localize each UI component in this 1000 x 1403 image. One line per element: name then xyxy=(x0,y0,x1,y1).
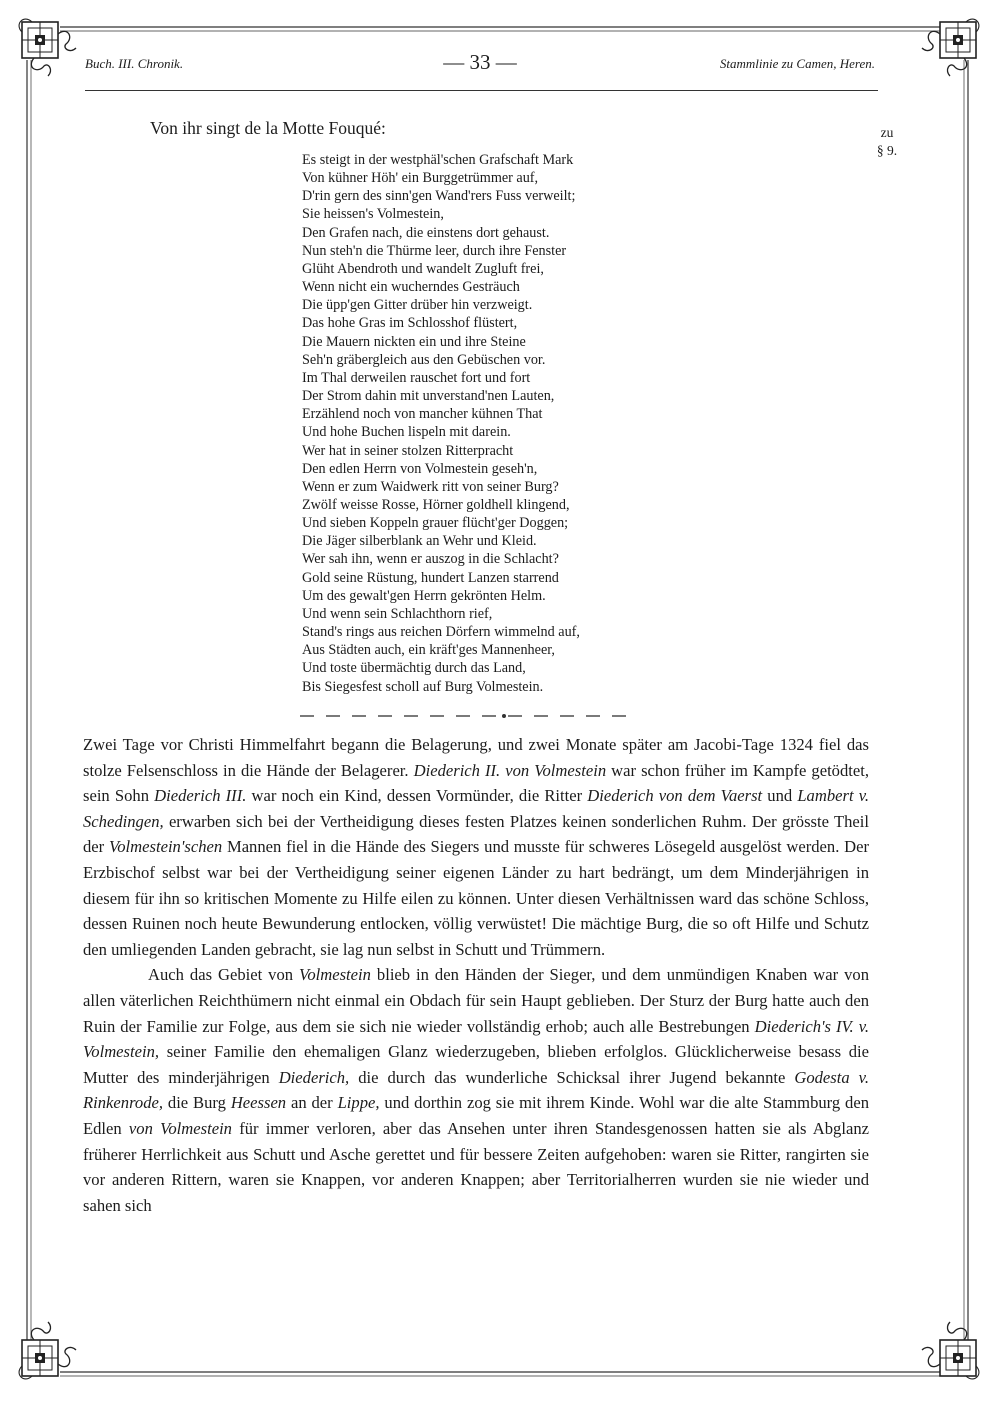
italic-name: Lambert v. Schedingen, xyxy=(83,786,869,831)
page-number: — 33 — xyxy=(443,50,517,74)
poem-line: Den Grafen nach, die einstens dort gehaust. xyxy=(302,224,550,241)
poem-line: Und wenn sein Schlachthorn rief, xyxy=(302,605,493,622)
poem-line: Seh'n gräbergleich aus den Gebüschen vor. xyxy=(302,351,546,368)
italic-name: von Volmestein xyxy=(128,1118,232,1138)
text-run: erwarben sich bei der Vertheidigung dieses festen Platzes keinen sonderlichen Ruhm. Der grösste Theil der xyxy=(83,811,869,857)
poem-line: Den edlen Herrn von Volmestein geseh'n, xyxy=(302,460,538,477)
poem-end-dashes xyxy=(300,706,640,724)
text-run: die durch das wunderliche Schicksal ihrer Jugend bekannte xyxy=(349,1067,795,1087)
italic-name: Diederich's IV. v. Volmestein, xyxy=(83,1016,870,1062)
italic-name: Diederich von dem Vaerst xyxy=(587,786,763,806)
margin-note xyxy=(866,124,908,160)
poem-line: Und sieben Koppeln grauer flücht'ger Doggen; xyxy=(302,515,569,532)
poem-line: Der Strom dahin mit unverstand'nen Lauten, xyxy=(302,388,555,405)
text-run: war schon früher im Kampfe getödtet, sein Sohn xyxy=(83,760,870,806)
text-run: Auch das Gebiet von xyxy=(148,965,300,985)
poem-line: Aus Städten auch, ein kräft'ges Mannenheer, xyxy=(302,642,555,659)
poem-line: D'rin gern des sinn'gen Wand'rers Fuss verweilt; xyxy=(302,188,576,205)
poem-line: Bis Siegesfest scholl auf Burg Volmestein. xyxy=(302,678,544,695)
header-book-title: Buch. III. Chronik. xyxy=(85,56,184,71)
text-run: war noch ein Kind, dessen Vormünder, die Ritter xyxy=(246,786,588,806)
italic-name: Lippe, xyxy=(337,1093,380,1113)
text-run: für immer verloren, aber das Ansehen unter ihren Standesgenossen hatten sie als Abglanz früherer Herrlichkeit aus Schutt und Asche gerettet und für bessere Zeiten aufgehoben: waren sie Ritter, rangirten sie vor anderen Rittern, waren sie Knappen, vor anderen Knappen; aber Territorialherren wurden sie nie wieder und sahen sich xyxy=(83,1118,869,1215)
margin-note-line: § 9. xyxy=(876,143,898,158)
text-run: an der xyxy=(286,1093,338,1113)
italic-name: Volmestein'schen xyxy=(108,837,223,857)
italic-name: Godesta v. Rinkenrode, xyxy=(83,1067,869,1113)
italic-name: Heessen xyxy=(230,1093,287,1113)
poem-line: Um des gewalt'gen Herrn gekrönten Helm. xyxy=(302,587,546,604)
poem-line: Erzählend noch von mancher kühnen That xyxy=(302,406,543,423)
text-run: und dorthin zog sie mit ihrem Kinde. Wohl war die alte Stammburg den Edlen xyxy=(83,1093,870,1138)
text-run: und xyxy=(762,786,798,806)
running-header xyxy=(85,50,875,74)
poem-line: Stand's rings aus reichen Dörfern wimmelnd auf, xyxy=(302,624,580,641)
text-run: die Burg xyxy=(163,1093,231,1113)
poem-line: Und toste übermächtig durch das Land, xyxy=(302,660,526,677)
poem-line: Zwölf weisse Rosse, Hörner goldhell klingend, xyxy=(302,496,570,513)
paragraph xyxy=(83,962,869,1218)
poem-line: Sie heissen's Volmestein, xyxy=(302,206,444,223)
poem-line: Wer sah ihn, wenn er auszog in die Schlacht? xyxy=(302,551,559,568)
text-run: Mannen fiel in die Hände des Siegers und musste für schweres Lösegeld ausgelöst werden. Der Erzbischof selbst war bei der Vertheidigung seiner eigenen Länder zu hart bedrängt, um dem Minderjährigen in diesem für ihn so kritischen Momente zu Hilfe eilen zu können. Unter diesen Verhältnissen ward das schöne Schloss, dessen Ruinen noch heute Bewunderung entlocken, völlig verwüstet! Die mächtige Burg, die so oft Hilfe und Schutz den umliegenden Landen gebracht, sie lag nun selbst in Schutt und Trümmern. xyxy=(83,837,869,959)
italic-name: Volmestein xyxy=(299,965,371,985)
poem-intro: Von ihr singt de la Motte Fouqué: xyxy=(150,118,386,138)
poem-line: Wenn er zum Waidwerk ritt von seiner Burg? xyxy=(302,478,559,495)
poem-line: Gold seine Rüstung, hundert Lanzen starrend xyxy=(302,569,559,586)
poem-line: Wer hat in seiner stolzen Ritterpracht xyxy=(302,442,514,459)
text-run: seiner Familie den ehemaligen Glanz wiederzugeben, blieben erfolglos. Glücklicherweise besass die Mutter des minderjährigen xyxy=(83,1042,869,1087)
italic-name: Diederich II. von Volmestein xyxy=(413,760,607,780)
poem xyxy=(302,151,580,696)
paragraph xyxy=(83,732,869,962)
poem-line: Die Mauern nickten ein und ihre Steine xyxy=(302,333,526,350)
poem-line: Von kühner Höh' ein Burggetrümmer auf, xyxy=(302,170,539,187)
poem-line: Das hohe Gras im Schlosshof flüstert, xyxy=(302,315,518,332)
text-run: Zwei Tage vor Christi Himmelfahrt begann die Belagerung, und zwei Monate später am Jacobi-Tage 1324 fiel das stolze Felsenschloss in die Hände der Belagerer. xyxy=(83,735,869,780)
body-text xyxy=(83,732,869,1218)
poem-line: Nun steh'n die Thürme leer, durch ihre Fenster xyxy=(302,242,567,259)
poem-line: Die Jäger silberblank an Wehr und Kleid. xyxy=(302,533,537,550)
header-divider xyxy=(85,90,878,91)
italic-name: Diederich III. xyxy=(154,786,247,806)
poem-line: Und hohe Buchen lispeln mit darein. xyxy=(302,424,511,441)
poem-line: Die üpp'gen Gitter drüber hin verzweigt. xyxy=(302,297,533,314)
poem-line: Im Thal derweilen rauschet fort und fort xyxy=(302,369,531,386)
poem-line: Wenn nicht ein wucherndes Gesträuch xyxy=(302,279,520,296)
margin-note-line: zu xyxy=(880,125,894,140)
header-section-title: Stammlinie zu Camen, Heren. xyxy=(719,56,875,71)
poem-line: Glüht Abendroth und wandelt Zugluft frei, xyxy=(302,260,544,277)
poem-line: Es steigt in der westphäl'schen Grafschaft Mark xyxy=(302,152,574,168)
text-run: blieb in den Händen der Sieger, und dem unmündigen Knaben war von allen väterlichen Reichthümern nicht einmal ein Obdach für sein Haupt geblieben. Der Sturz der Burg hatte auch den Ruin der Familie zur Folge, aus dem sie sich nie wieder vollständig erhob; auch alle Bestrebungen xyxy=(83,965,869,1036)
italic-name: Diederich, xyxy=(278,1067,350,1087)
